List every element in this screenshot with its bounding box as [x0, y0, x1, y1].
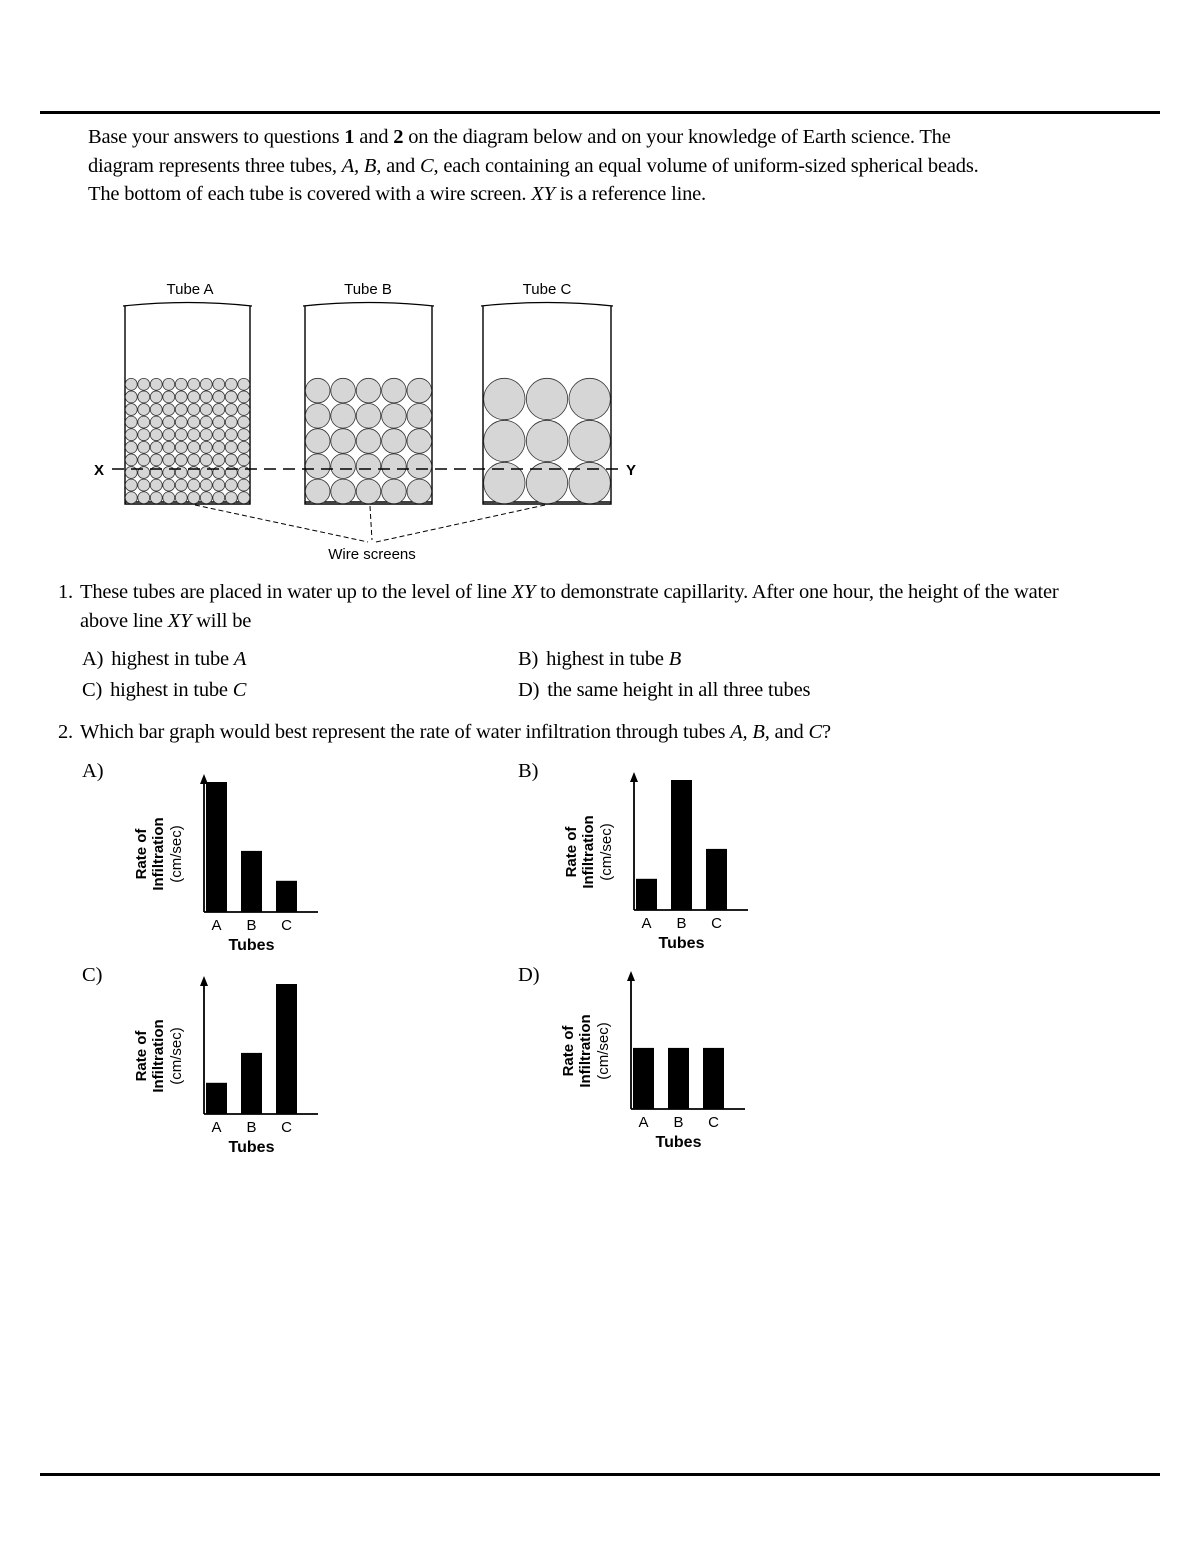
- tube-a-bead: [150, 391, 162, 403]
- tube-a-bead: [188, 429, 200, 441]
- wire-screen-pointers: [195, 505, 545, 542]
- tube-a-bead: [225, 429, 237, 441]
- tube-b-bead: [331, 454, 356, 479]
- tube-a-bead: [225, 391, 237, 403]
- y-label-unit: (cm/sec): [598, 823, 615, 881]
- tick-label-a: A: [638, 1114, 649, 1131]
- tube-b-bead: [305, 454, 330, 479]
- tube-a-bead: [150, 416, 162, 428]
- tube-b-bead: [305, 378, 330, 403]
- tube-a-bead: [213, 429, 225, 441]
- tube-a-bead: [188, 492, 200, 504]
- question-number: 2.: [58, 721, 73, 743]
- tube-a-bead: [138, 492, 150, 504]
- tube-a-bead: [125, 429, 137, 441]
- tick-label-b: B: [246, 1119, 257, 1136]
- tube-a-bead: [125, 492, 137, 504]
- tube-a-bead: [138, 454, 150, 466]
- tube-a-bead: [175, 391, 187, 403]
- tube-a-bead: [163, 416, 175, 428]
- tube-a-bead: [200, 479, 212, 491]
- bar-graph-d[interactable]: [545, 965, 765, 1160]
- tube-a-bead: [213, 454, 225, 466]
- tube-a-bead: [175, 441, 187, 453]
- tick-label-c: C: [281, 1119, 292, 1136]
- y-label-line1: Rate of: [133, 1030, 150, 1082]
- y-axis-arrow-icon: [200, 976, 208, 986]
- tube-a-bead: [238, 416, 250, 428]
- bar-b: [668, 1048, 689, 1109]
- tick-label-b: B: [676, 915, 687, 932]
- tick-label-a: A: [211, 1119, 222, 1136]
- bar-c: [703, 1048, 724, 1109]
- tube-a-bead: [125, 454, 137, 466]
- tube-b-bead: [382, 479, 407, 504]
- wire-screens-label: Wire screens: [328, 546, 416, 563]
- tube-a-bead: [150, 404, 162, 416]
- x-axis-label: Tubes: [655, 1134, 702, 1151]
- tube-a-bead: [138, 479, 150, 491]
- tube-a-label: Tube A: [166, 281, 214, 298]
- tube-b-bead: [356, 429, 381, 454]
- tube-a-bead: [150, 479, 162, 491]
- q2-choice-d-letter[interactable]: D): [518, 964, 540, 986]
- tube-b-bead: [356, 378, 381, 403]
- beads: [125, 378, 610, 503]
- tick-label-b: B: [246, 917, 257, 934]
- bar-b: [241, 1053, 262, 1114]
- tube-a-bead: [163, 391, 175, 403]
- y-axis-arrow-icon: [627, 971, 635, 981]
- tube-a-bead: [188, 479, 200, 491]
- tick-label-a: A: [211, 917, 222, 934]
- tube-b-bead: [356, 454, 381, 479]
- tube-a-bead: [163, 441, 175, 453]
- y-label-line1: Rate of: [563, 826, 580, 878]
- bar-graph-a[interactable]: [118, 768, 338, 963]
- tube-b-bead: [331, 404, 356, 429]
- bar-c: [276, 984, 297, 1114]
- tubes-diagram: [90, 270, 650, 565]
- tube-a-bead: [175, 479, 187, 491]
- tube-a-bead: [188, 454, 200, 466]
- tube-c-bead: [484, 420, 525, 461]
- y-axis-arrow-icon: [630, 772, 638, 782]
- tick-label-c: C: [711, 915, 722, 932]
- tube-a-bead: [213, 441, 225, 453]
- tube-a-bead: [175, 416, 187, 428]
- tube-a-bead: [200, 454, 212, 466]
- tube-a-bead: [238, 429, 250, 441]
- bottom-rule: [40, 1473, 1160, 1476]
- tube-a-bead: [188, 441, 200, 453]
- bar-a: [206, 1083, 227, 1114]
- tube-b-label: Tube B: [344, 281, 392, 298]
- tube-a-bead: [163, 492, 175, 504]
- y-label-line2: Infiltration: [580, 815, 597, 889]
- tube-a-bead: [200, 429, 212, 441]
- y-label-line2: Infiltration: [577, 1014, 594, 1088]
- tube-a-bead: [175, 492, 187, 504]
- tick-label-a: A: [641, 915, 652, 932]
- x-axis-label: Tubes: [658, 935, 705, 952]
- y-label-unit: (cm/sec): [168, 1027, 185, 1085]
- tube-a-bead: [138, 429, 150, 441]
- tube-b-bead: [382, 454, 407, 479]
- tube-b-bead: [356, 404, 381, 429]
- tube-a-bead: [175, 404, 187, 416]
- tube-a-bead: [163, 404, 175, 416]
- tube-a-bead: [213, 492, 225, 504]
- tube-b-bead: [407, 454, 432, 479]
- y-axis-label: [560, 1014, 612, 1087]
- tube-a-bead: [200, 492, 212, 504]
- tube-a-bead: [225, 454, 237, 466]
- tube-b-bead: [305, 404, 330, 429]
- tube-a-bead: [138, 404, 150, 416]
- tube-a-bead: [125, 378, 137, 390]
- tube-a-bead: [150, 378, 162, 390]
- tube-a-bead: [225, 416, 237, 428]
- question-2-stem: Which bar graph would best represent the rate of water infiltration through tubes A, B, and C?: [80, 721, 831, 743]
- tube-a-bead: [138, 416, 150, 428]
- question-number: 1.: [58, 581, 73, 603]
- tube-a-bead: [225, 378, 237, 390]
- y-axis-label: [563, 815, 615, 888]
- bar-graph-b[interactable]: [548, 766, 768, 961]
- tube-a-bead: [125, 404, 137, 416]
- tube-a-bead: [125, 416, 137, 428]
- tube-a-bead: [225, 492, 237, 504]
- tube-a-bead: [150, 429, 162, 441]
- tube-a-bead: [175, 454, 187, 466]
- tube-a-bead: [225, 404, 237, 416]
- intro-passage: Base your answers to questions 1 and 2 on the diagram below and on your knowledge of Earth science. The diagram represents three tubes, A, B, and C, each containing an equal volume of uniform-sized spherical beads. The bottom of each tube is covered with a wire screen. XY is a reference line.: [88, 126, 979, 205]
- tube-a-bead: [138, 391, 150, 403]
- tube-b-bead: [356, 479, 381, 504]
- tube-a-bead: [200, 441, 212, 453]
- tube-c-bead: [484, 378, 525, 419]
- tube-c-rim: [481, 303, 613, 307]
- tube-b-bead: [331, 378, 356, 403]
- y-label-line1: Rate of: [560, 1025, 577, 1077]
- tube-a-bead: [200, 391, 212, 403]
- tube-a-rim: [123, 303, 252, 307]
- tube-a-bead: [200, 378, 212, 390]
- tube-b-bead: [407, 429, 432, 454]
- tube-a-bead: [125, 391, 137, 403]
- bar-b: [241, 851, 262, 912]
- bar-graph-c[interactable]: [118, 970, 338, 1165]
- tube-b-bead: [407, 479, 432, 504]
- tube-c-label: Tube C: [522, 281, 572, 298]
- tube-a-bead: [238, 454, 250, 466]
- x-axis-label: Tubes: [228, 1139, 275, 1156]
- top-rule: [40, 111, 1160, 114]
- y-label-line2: Infiltration: [150, 1019, 167, 1093]
- tick-label-c: C: [708, 1114, 719, 1131]
- q1-choice-a[interactable]: A) highest in tube A: [82, 648, 247, 670]
- tube-a-bead: [238, 391, 250, 403]
- tube-a-bead: [163, 479, 175, 491]
- x-axis-label: Tubes: [228, 937, 275, 954]
- bar-c: [706, 849, 727, 910]
- tube-a-bead: [138, 378, 150, 390]
- tube-a-bead: [238, 404, 250, 416]
- tube-b-bead: [382, 429, 407, 454]
- tube-a-bead: [150, 454, 162, 466]
- tube-a-bead: [175, 429, 187, 441]
- q1-choice-b[interactable]: B) highest in tube B: [518, 648, 682, 670]
- tube-b-bead: [305, 429, 330, 454]
- bar-c: [276, 881, 297, 912]
- tube-a-bead: [225, 441, 237, 453]
- tube-a-bead: [163, 454, 175, 466]
- tube-a-bead: [213, 378, 225, 390]
- y-label-unit: (cm/sec): [168, 825, 185, 883]
- bar-a: [636, 879, 657, 910]
- tube-a-bead: [125, 479, 137, 491]
- tube-a-bead: [238, 378, 250, 390]
- y-label-unit: (cm/sec): [595, 1022, 612, 1080]
- y-label-line1: Rate of: [133, 828, 150, 880]
- question-1-stem: These tubes are placed in water up to the level of line XY to demonstrate capillarity. After one hour, the height of the water above line XY will be: [80, 581, 1059, 632]
- tube-a-bead: [188, 391, 200, 403]
- y-label: Y: [626, 462, 637, 479]
- q1-choice-d[interactable]: D) the same height in all three tubes: [518, 679, 811, 701]
- tube-a-bead: [163, 429, 175, 441]
- tube-b-bead: [331, 479, 356, 504]
- bar-a: [633, 1048, 654, 1109]
- tube-a-bead: [213, 416, 225, 428]
- tube-a-bead: [163, 378, 175, 390]
- bar-b: [671, 780, 692, 910]
- tube-a-bead: [125, 441, 137, 453]
- q1-choice-c[interactable]: C) highest in tube C: [82, 679, 247, 701]
- tube-a-bead: [213, 404, 225, 416]
- tube-a-bead: [200, 416, 212, 428]
- tube-c-bead: [569, 420, 610, 461]
- tube-b-bead: [305, 479, 330, 504]
- y-axis-label: [133, 1019, 185, 1092]
- tube-a-bead: [238, 492, 250, 504]
- tube-a-bead: [150, 441, 162, 453]
- q2-choice-b-letter[interactable]: B): [518, 760, 539, 782]
- tube-a-bead: [188, 404, 200, 416]
- tube-a-bead: [200, 404, 212, 416]
- tube-b-bead: [331, 429, 356, 454]
- y-label-line2: Infiltration: [150, 817, 167, 891]
- tube-a-bead: [238, 441, 250, 453]
- tube-a-bead: [188, 416, 200, 428]
- tube-b-bead: [382, 404, 407, 429]
- tube-a-bead: [213, 391, 225, 403]
- tube-a-bead: [138, 441, 150, 453]
- tube-b-rim: [303, 303, 434, 307]
- tube-a-bead: [225, 479, 237, 491]
- tube-c-bead: [526, 420, 567, 461]
- x-label: X: [94, 462, 105, 479]
- tube-b-bead: [407, 378, 432, 403]
- y-axis-label: [133, 817, 185, 890]
- bar-a: [206, 782, 227, 912]
- tube-a-bead: [150, 492, 162, 504]
- q2-choice-c-letter[interactable]: C): [82, 964, 103, 986]
- q2-choice-a-letter[interactable]: A): [82, 760, 104, 782]
- tube-b-bead: [407, 404, 432, 429]
- tick-label-c: C: [281, 917, 292, 934]
- tube-a-bead: [238, 479, 250, 491]
- tube-c-bead: [569, 378, 610, 419]
- tube-b-bead: [382, 378, 407, 403]
- tube-c-bead: [526, 378, 567, 419]
- tube-a-bead: [175, 378, 187, 390]
- tube-a-bead: [213, 479, 225, 491]
- tube-a-bead: [188, 378, 200, 390]
- tick-label-b: B: [673, 1114, 684, 1131]
